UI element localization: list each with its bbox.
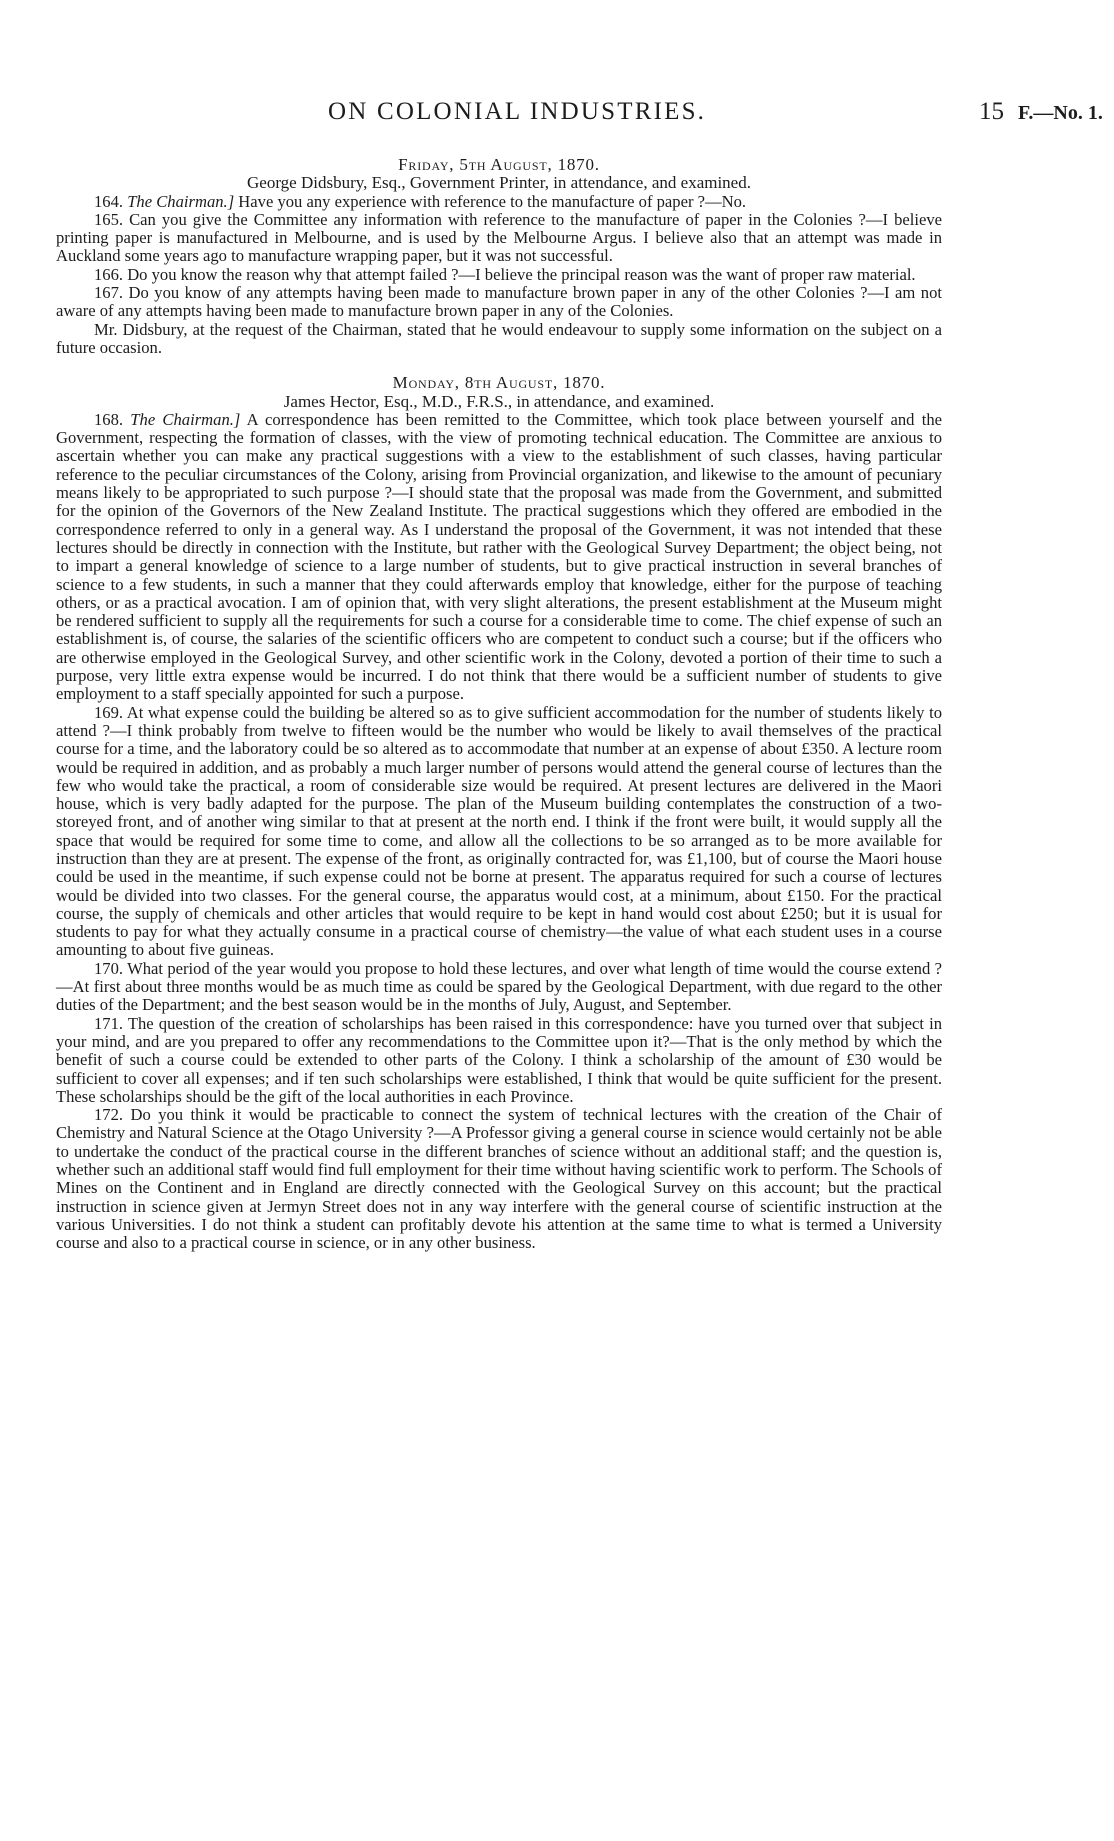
paragraph xyxy=(56,321,942,358)
paragraph xyxy=(56,266,942,284)
paragraph xyxy=(56,284,942,321)
paragraph xyxy=(56,211,942,266)
paragraph-text: Mr. Didsbury, at the request of the Chairman, stated that he would endeavour to supply some information on the subject on a future occasion. xyxy=(56,319,942,357)
session-date: Friday, 5th August, 1870. xyxy=(398,155,600,174)
paragraph-text: Have you any experience with reference to the manufacture of paper ?—No. xyxy=(234,191,747,211)
paragraph xyxy=(56,411,942,704)
paragraph-text: Can you give the Committee any information with reference to the manufacture of paper in the Colonies ?—I believe printing paper is manufactured in Melbourne, and is used by the Melbourne Argus. I believe also that an attempt was made in Auckland some years ago to manufacture wrapping paper, but it was not successful. xyxy=(56,209,942,266)
paper-reference: F.—No. 1. xyxy=(1018,102,1103,124)
question-number: 172. xyxy=(94,1105,124,1125)
paragraph-text: A correspondence has been remitted to the Committee, which took place between yourself and the Government, respecting the formation of classes, with the view of promoting technical education. The Committee are anxious to ascertain whether you can make any practical suggestions with a view to the establishment of such classes, having particular reference to the peculiar circumstances of the Colony, arising from Provincial organization, and likewise to the amount of pecuniary means likely to be appropriated to such purpose ?—I should state that the proposal was made from the Government, and submitted for the opinion of the Governors of the New Zealand Institute. The practical suggestions which they offered are embodied in the correspondence referred to only in a general way. As I understand the proposal of the Government, it was not intended that these lectures should be directly in connection with the Institute, but rather with the Geological Survey Department; the object being, not to impart a general knowledge of science to a large number of students, but to give practical instruction in several branches of science to a few students, in such a manner that they could afterwards employ that knowledge, either for the purpose of teaching others, or as a practical avocation. I am of opinion that, with very slight alterations, the present establishment at the Museum might be rendered sufficient to supply all the requirements for such a course for a considerable time to come. The chief expense of such an establishment is, of course, the salaries of the scientific officers who are competent to conduct such a course; but if the officers who are otherwise employed in the Geological Survey, and other scientific work in the Colony, devoted a portion of their time to such a purpose, very little extra expense would be incurred. I do not think that there would be a sufficient number of students to give employment to a staff specially appointed for such a purpose. xyxy=(56,409,942,704)
question-number: 165. xyxy=(94,209,124,229)
paragraph-text: Do you know the reason why that attempt failed ?—I believe the principal reason was the want of proper raw material. xyxy=(123,264,916,284)
paragraph xyxy=(56,193,942,211)
running-title: ON COLONIAL INDUSTRIES. xyxy=(328,98,707,125)
section-spacer xyxy=(56,357,942,374)
paragraph xyxy=(56,960,942,1015)
paragraph-text: At what expense could the building be altered so as to give sufficient accommodation for the number of students likely to attend ?—I think probably from twelve to fifteen would be the number who would be likely to avail themselves of the practical course for a time, and the laboratory could be so altered as to accommodate that number at an expense of about £350. A lecture room would be required in addition, and as probably a much larger number of persons would attend the general course of lectures than the few who would take the practical, a room of considerable size would be required. At present lectures are delivered in the Maori house, which is very badly adapted for the purpose. The plan of the Museum building contemplates the construction of a two-storeyed front, and of another wing similar to that at present at the north end. I think if the front were built, it would supply all the space that would be required for some time to come, and allow all the collections to be so arranged as to be more available for instruction than they are at present. The expense of the front, as originally contracted for, was £1,100, but of course the Maori house could be used in the meantime, if such expense could not be borne at present. The apparatus required for such a course of lectures would be divided into two classes. For the general course, the apparatus would cost, at a minimum, about £150. For the practical course, the supply of chemicals and other articles that would require to be kept in hand would cost about £250; but it is usual for students to pay for what they actually consume in a practical course of chemistry—the value of what each student uses in a course amounting to about five guineas. xyxy=(56,702,942,960)
session-date: Monday, 8th August, 1870. xyxy=(392,373,606,393)
question-number: 166. xyxy=(94,264,124,284)
page-header xyxy=(56,98,1114,134)
paragraph xyxy=(56,704,942,960)
paragraph-text: Do you know of any attempts having been made to manufacture brown paper in any of the other Colonies ?—I am not aware of any attempts having been made to manufacture brown paper in any of the Colonies. xyxy=(56,283,942,321)
page-number: 15 xyxy=(979,98,1004,125)
speaker: The Chairman.] xyxy=(127,191,235,211)
question-number: 169. xyxy=(94,702,124,722)
question-number: 167. xyxy=(94,283,124,303)
question-number: 171. xyxy=(94,1013,124,1033)
witness-line: George Didsbury, Esq., Government Printer, in attendance, and examined. xyxy=(247,173,751,193)
document-body xyxy=(56,156,942,1253)
question-number: 168. xyxy=(94,409,124,429)
question-number: 164. xyxy=(94,191,124,211)
witness-line: James Hector, Esq., M.D., F.R.S., in attendance, and examined. xyxy=(283,391,715,411)
paragraph xyxy=(56,1015,942,1106)
question-number: 170. xyxy=(94,958,124,978)
paragraph xyxy=(56,1106,942,1252)
paragraph-text: The question of the creation of scholarships has been raised in this correspondence: have you turned over that subject in your mind, and are you prepared to offer any recommendations to the Committee upon it?—That is the only method by which the benefit of such a course could be extended to other parts of the Colony. I think a scholarship of the amount of £30 would be sufficient to cover all expenses; and if ten such scholarships were established, I think that would be quite sufficient for the present. These scholarships should be the gift of the local authorities in each Province. xyxy=(56,1013,942,1106)
speaker: The Chairman.] xyxy=(130,409,241,429)
paragraph-text: What period of the year would you propose to hold these lectures, and over what length of time would the course extend ?—At first about three months would be as much time as could be spared by the Geological Department, with due regard to the other duties of the Department; and the best season would be in the months of July, August, and September. xyxy=(56,958,942,1015)
paragraph-text: Do you think it would be practicable to connect the system of technical lectures with the creation of the Chair of Chemistry and Natural Science at the Otago University ?—A Professor giving a general course in science would certainly not be able to undertake the conduct of the practical course in the different branches of science without an additional staff; and the question is, whether such an additional staff would find full employment for their time without having scientific work to perform. The Schools of Mines on the Continent and in England are directly connected with the Geological Survey on this account; but the practical instruction in science given at Jermyn Street does not in any way interfere with the general course of scientific instruction at the various Universities. I do not think a student can profitably devote his attention at the same time to what is termed a University course and also to a practical course in science, or in any other business. xyxy=(56,1105,942,1253)
